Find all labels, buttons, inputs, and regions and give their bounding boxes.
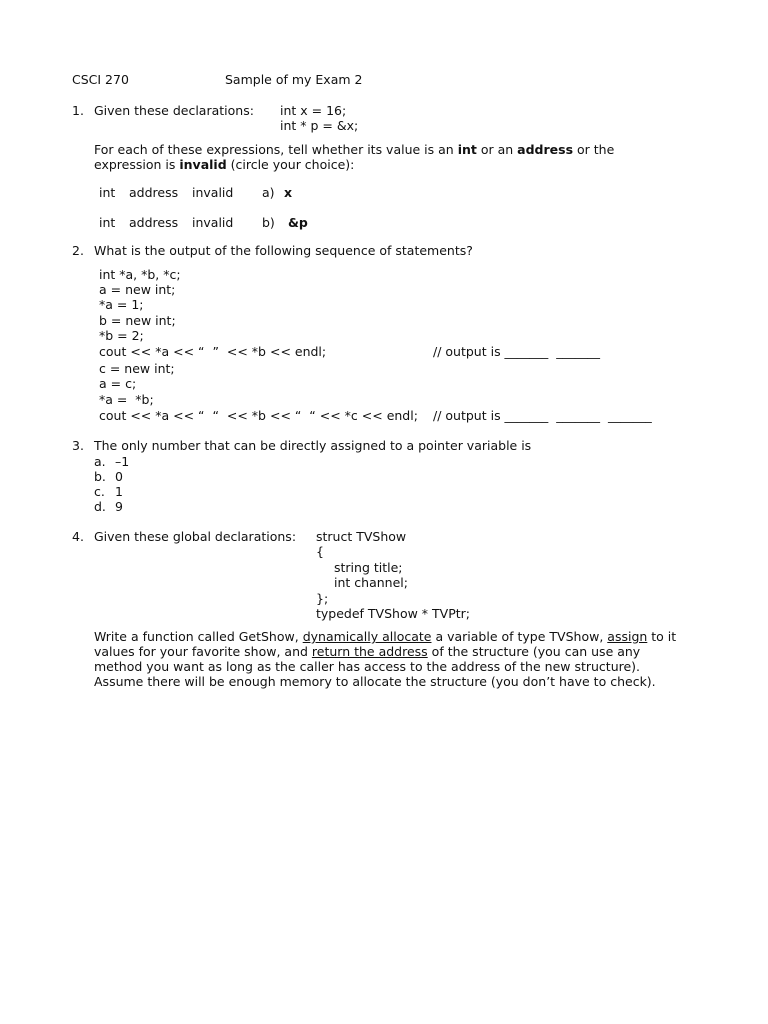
- exam-title: Sample of my Exam 2: [225, 72, 363, 87]
- choice-address[interactable]: address: [129, 215, 179, 230]
- code-line: a = c;: [99, 376, 137, 391]
- paragraph-line-2: values for your favorite show, and return the address of the structure (you can use any: [94, 644, 641, 659]
- code-line: {: [316, 544, 324, 559]
- course-code: CSCI 270: [72, 72, 129, 87]
- paragraph-line-1: Write a function called GetShow, dynamically allocate a variable of type TVShow, assign to it: [94, 629, 677, 644]
- option-label: d.: [94, 499, 106, 514]
- question-text: What is the output of the following sequence of statements?: [94, 243, 473, 258]
- question-number: 4.: [72, 529, 84, 544]
- code-line: typedef TVShow * TVPtr;: [316, 606, 471, 621]
- choice-invalid[interactable]: invalid: [192, 215, 234, 230]
- choice-int[interactable]: int: [99, 215, 116, 230]
- instruction-line-1: For each of these expressions, tell whether its value is an int or an address or the: [94, 142, 615, 157]
- output-blank-1[interactable]: // output is _______ _______: [433, 344, 601, 359]
- paragraph-line-3: method you want as long as the caller has access to the address of the new structure).: [94, 659, 641, 674]
- expression: x: [284, 185, 293, 200]
- code-line: a = new int;: [99, 282, 176, 297]
- item-label: b): [262, 215, 275, 230]
- code-line: *a = *b;: [99, 392, 154, 407]
- option-value[interactable]: 0: [115, 469, 123, 484]
- code-line: *b = 2;: [99, 328, 144, 343]
- instruction-line-2: expression is invalid (circle your choice):: [94, 157, 355, 172]
- code-line: cout << *a << “ ” << *b << endl;: [99, 344, 327, 359]
- option-label: c.: [94, 484, 105, 499]
- item-label: a): [262, 185, 275, 200]
- question-number: 3.: [72, 438, 84, 453]
- question-lead: Given these global declarations:: [94, 529, 297, 544]
- option-value[interactable]: –1: [115, 454, 130, 469]
- code-line: };: [316, 591, 329, 606]
- option-label: b.: [94, 469, 106, 484]
- code-line: b = new int;: [99, 313, 176, 328]
- output-blank-2[interactable]: // output is _______ _______ _______: [433, 408, 652, 423]
- declaration-x: int x = 16;: [280, 103, 347, 118]
- question-text: The only number that can be directly assigned to a pointer variable is: [94, 438, 532, 453]
- code-line: c = new int;: [99, 361, 175, 376]
- question-lead: Given these declarations:: [94, 103, 254, 118]
- declaration-p: int * p = &x;: [280, 118, 359, 133]
- code-line: *a = 1;: [99, 297, 144, 312]
- code-line: cout << *a << “ “ << *b << “ “ << *c << endl;: [99, 408, 418, 423]
- question-number: 2.: [72, 243, 84, 258]
- choice-address[interactable]: address: [129, 185, 179, 200]
- choice-int[interactable]: int: [99, 185, 116, 200]
- option-value[interactable]: 1: [115, 484, 123, 499]
- code-line: int channel;: [334, 575, 408, 590]
- code-line: int *a, *b, *c;: [99, 267, 181, 282]
- code-line: struct TVShow: [316, 529, 407, 544]
- paragraph-line-4: Assume there will be enough memory to allocate the structure (you don’t have to check).: [94, 674, 656, 689]
- code-line: string title;: [334, 560, 403, 575]
- expression: &p: [288, 215, 308, 230]
- question-number: 1.: [72, 103, 84, 118]
- option-label: a.: [94, 454, 106, 469]
- choice-invalid[interactable]: invalid: [192, 185, 234, 200]
- option-value[interactable]: 9: [115, 499, 123, 514]
